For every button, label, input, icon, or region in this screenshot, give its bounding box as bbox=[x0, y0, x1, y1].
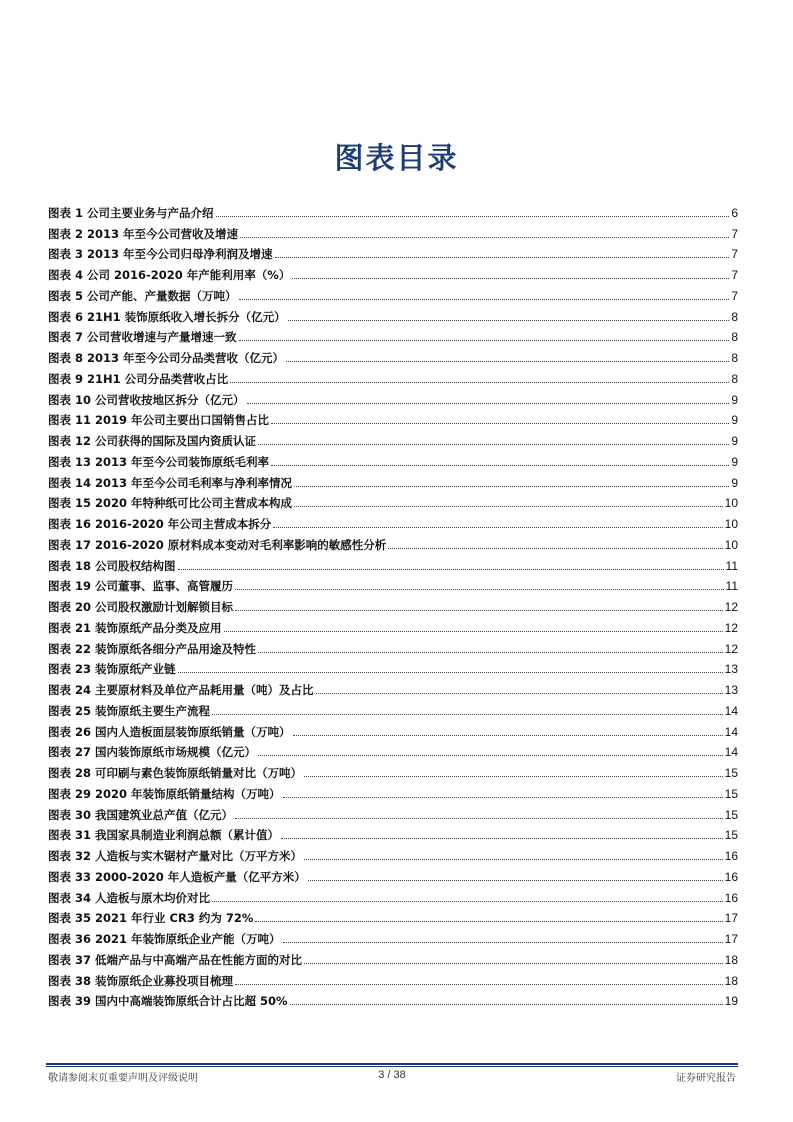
toc-entry-label: 图表 38 装饰原纸企业募投项目梳理 bbox=[48, 973, 234, 988]
toc-entry[interactable] bbox=[48, 842, 738, 863]
toc-entry-label: 图表 17 2016-2020 原材料成本变动对毛利率影响的敏感性分析 bbox=[48, 537, 387, 552]
toc-entry-page-number: 7 bbox=[731, 226, 738, 241]
toc-entry-page-number: 14 bbox=[724, 703, 738, 718]
toc-dot-leader bbox=[255, 921, 722, 922]
toc-entry-label: 图表 27 国内装饰原纸市场规模（亿元） bbox=[48, 745, 257, 760]
toc-entry-page-number: 16 bbox=[724, 890, 738, 905]
toc-entry-label: 图表 28 可印刷与素色装饰原纸销量对比（万吨） bbox=[48, 766, 303, 780]
footer-page-indicator: 3 / 38 bbox=[378, 1069, 406, 1081]
toc-entry-page-number: 9 bbox=[731, 434, 738, 448]
toc-dot-leader bbox=[316, 693, 723, 694]
toc-entry-page-number: 15 bbox=[724, 786, 738, 801]
toc-entry-label: 图表 34 人造板与原木均价对比 bbox=[48, 890, 211, 905]
toc-entry-page-number: 17 bbox=[724, 932, 738, 946]
toc-entry[interactable] bbox=[48, 386, 738, 407]
toc-entry-page-number: 11 bbox=[725, 558, 738, 573]
toc-dot-leader bbox=[258, 755, 723, 756]
toc-entry-label: 图表 32 人造板与实木锯材产量对比（万平方米） bbox=[48, 849, 303, 863]
toc-entry-page-number: 15 bbox=[724, 807, 738, 822]
toc-entry[interactable] bbox=[48, 303, 738, 324]
toc-entry-label: 图表 33 2000-2020 年人造板产量（亿平方米） bbox=[48, 869, 306, 884]
footer-disclaimer: 敬请参阅末页重要声明及评级说明 bbox=[48, 1073, 198, 1084]
toc-dot-leader bbox=[294, 506, 723, 507]
toc-dot-leader bbox=[212, 901, 723, 902]
toc-entry-label: 图表 29 2020 年装饰原纸销量结构（万吨） bbox=[48, 786, 281, 801]
toc-entry-page-number: 12 bbox=[724, 620, 738, 635]
toc-entry-label: 图表 22 装饰原纸各细分产品用途及特性 bbox=[48, 641, 257, 656]
toc-entry-page-number: 18 bbox=[724, 952, 738, 967]
toc-dot-leader bbox=[235, 589, 724, 590]
toc-entry-label: 图表 1 公司主要业务与产品介绍 bbox=[48, 205, 214, 220]
toc-entry[interactable] bbox=[48, 220, 738, 241]
toc-entry-page-number: 9 bbox=[731, 413, 738, 428]
toc-entry-label: 图表 13 2013 年至今公司装饰原纸毛利率 bbox=[48, 454, 270, 469]
toc-entry-label: 图表 30 我国建筑业总产值（亿元） bbox=[48, 807, 234, 822]
toc-entry[interactable] bbox=[48, 863, 738, 884]
toc-entry-page-number: 7 bbox=[731, 268, 738, 282]
toc-entry-label: 图表 21 装饰原纸产品分类及应用 bbox=[48, 620, 222, 635]
toc-entry-label: 图表 26 国内人造板面层装饰原纸销量（万吨） bbox=[48, 724, 291, 739]
toc-entry-label: 图表 11 2019 年公司主要出口国销售占比 bbox=[48, 413, 270, 428]
toc-dot-leader bbox=[388, 548, 722, 549]
toc-entry[interactable] bbox=[48, 448, 738, 469]
toc-entry-label: 图表 6 21H1 装饰原纸收入增长拆分（亿元） bbox=[48, 309, 286, 324]
toc-entry-page-number: 15 bbox=[724, 766, 738, 780]
toc-entry-label: 图表 3 2013 年至今公司归母净利润及增速 bbox=[48, 247, 273, 262]
toc-entry[interactable] bbox=[48, 635, 738, 656]
toc-entry[interactable] bbox=[48, 801, 738, 822]
toc-entry[interactable] bbox=[48, 344, 738, 365]
toc-dot-leader bbox=[239, 299, 730, 300]
table-of-figures bbox=[48, 199, 738, 1008]
toc-entry[interactable] bbox=[48, 261, 738, 282]
toc-entry[interactable] bbox=[48, 905, 738, 926]
toc-entry-page-number: 10 bbox=[724, 517, 738, 531]
toc-entry[interactable] bbox=[48, 780, 738, 801]
toc-entry[interactable] bbox=[48, 656, 738, 677]
page-title: 图表目录 bbox=[334, 141, 459, 175]
toc-entry-page-number: 19 bbox=[724, 994, 738, 1009]
toc-entry-label: 图表 35 2021 年行业 CR3 约为 72% bbox=[48, 911, 254, 926]
toc-dot-leader bbox=[271, 465, 729, 466]
toc-dot-leader bbox=[283, 942, 723, 943]
toc-entry-label: 图表 19 公司董事、监事、高管履历 bbox=[48, 579, 234, 594]
toc-entry[interactable] bbox=[48, 925, 738, 946]
toc-entry-page-number: 7 bbox=[731, 247, 738, 262]
toc-entry-label: 图表 10 公司营收按地区拆分（亿元） bbox=[48, 392, 245, 407]
toc-entry-page-number: 14 bbox=[724, 724, 738, 739]
toc-entry-label: 图表 5 公司产能、产量数据（万吨） bbox=[48, 288, 237, 303]
toc-entry[interactable] bbox=[48, 282, 738, 303]
toc-entry[interactable] bbox=[48, 988, 738, 1009]
toc-entry-label: 图表 2 2013 年至今公司营收及增速 bbox=[48, 226, 239, 241]
page-footer bbox=[48, 1069, 736, 1085]
toc-entry[interactable] bbox=[48, 407, 738, 428]
toc-entry[interactable] bbox=[48, 365, 738, 386]
toc-entry[interactable] bbox=[48, 490, 738, 511]
toc-dot-leader bbox=[240, 237, 729, 238]
toc-entry[interactable] bbox=[48, 967, 738, 988]
toc-entry[interactable] bbox=[48, 552, 738, 573]
toc-entry[interactable] bbox=[48, 718, 738, 739]
toc-entry[interactable] bbox=[48, 241, 738, 262]
toc-entry-label: 图表 4 公司 2016-2020 年产能利用率（%） bbox=[48, 268, 291, 282]
toc-entry-page-number: 16 bbox=[724, 849, 738, 863]
toc-dot-leader bbox=[290, 1004, 723, 1005]
toc-entry-page-number: 13 bbox=[724, 683, 738, 697]
toc-entry-page-number: 8 bbox=[731, 309, 738, 324]
toc-dot-leader bbox=[216, 216, 730, 217]
footer-divider-thin bbox=[46, 1066, 738, 1067]
toc-entry-label: 图表 12 公司获得的国际及国内资质认证 bbox=[48, 434, 257, 448]
toc-entry-page-number: 12 bbox=[724, 641, 738, 656]
toc-dot-leader bbox=[224, 631, 723, 632]
toc-dot-leader bbox=[294, 486, 729, 487]
toc-dot-leader bbox=[235, 818, 723, 819]
toc-entry-label: 图表 14 2013 年至今公司毛利率与净利率情况 bbox=[48, 475, 293, 490]
toc-entry-label: 图表 39 国内中高端装饰原纸合计占比超 50% bbox=[48, 994, 288, 1009]
toc-entry-page-number: 9 bbox=[731, 454, 738, 469]
toc-entry-page-number: 8 bbox=[731, 351, 738, 365]
toc-entry[interactable] bbox=[48, 946, 738, 967]
toc-entry-page-number: 12 bbox=[724, 600, 738, 614]
toc-dot-leader bbox=[247, 403, 730, 404]
toc-entry-label: 图表 24 主要原材料及单位产品耗用量（吨）及占比 bbox=[48, 683, 314, 697]
toc-entry-page-number: 17 bbox=[724, 911, 738, 926]
toc-entry[interactable] bbox=[48, 822, 738, 843]
toc-entry-page-number: 13 bbox=[724, 662, 738, 677]
toc-entry[interactable] bbox=[48, 510, 738, 531]
toc-entry[interactable] bbox=[48, 324, 738, 345]
toc-entry-page-number: 18 bbox=[724, 973, 738, 988]
toc-entry-label: 图表 23 装饰原纸产业链 bbox=[48, 662, 176, 677]
toc-dot-leader bbox=[230, 382, 729, 383]
toc-entry[interactable] bbox=[48, 697, 738, 718]
toc-dot-leader bbox=[304, 963, 723, 964]
toc-entry-label: 图表 8 2013 年至今公司分品类营收（亿元） bbox=[48, 351, 285, 365]
toc-dot-leader bbox=[308, 880, 723, 881]
toc-entry-page-number: 9 bbox=[731, 475, 738, 490]
toc-dot-leader bbox=[286, 361, 729, 362]
toc-dot-leader bbox=[271, 423, 729, 424]
toc-entry-label: 图表 7 公司营收增速与产量增速一致 bbox=[48, 330, 237, 345]
toc-dot-leader bbox=[273, 527, 722, 528]
toc-dot-leader bbox=[235, 984, 723, 985]
toc-entry[interactable] bbox=[48, 739, 738, 760]
toc-dot-leader bbox=[239, 340, 730, 341]
toc-entry-page-number: 15 bbox=[724, 828, 738, 843]
toc-entry-label: 图表 31 我国家具制造业利润总额（累计值） bbox=[48, 828, 280, 843]
toc-entry-page-number: 10 bbox=[724, 537, 738, 552]
toc-dot-leader bbox=[288, 320, 730, 321]
toc-entry-label: 图表 18 公司股权结构图 bbox=[48, 558, 176, 573]
toc-entry-page-number: 16 bbox=[724, 869, 738, 884]
toc-entry[interactable] bbox=[48, 884, 738, 905]
toc-entry[interactable] bbox=[48, 469, 738, 490]
toc-entry-label: 图表 15 2020 年特种纸可比公司主营成本构成 bbox=[48, 496, 293, 511]
toc-entry[interactable] bbox=[48, 676, 738, 697]
toc-dot-leader bbox=[281, 838, 723, 839]
toc-entry[interactable] bbox=[48, 614, 738, 635]
toc-entry-page-number: 8 bbox=[731, 330, 738, 345]
toc-entry-page-number: 7 bbox=[731, 288, 738, 303]
toc-dot-leader bbox=[283, 797, 723, 798]
toc-entry[interactable] bbox=[48, 593, 738, 614]
toc-dot-leader bbox=[258, 444, 729, 445]
toc-dot-leader bbox=[304, 776, 723, 777]
toc-entry-label: 图表 37 低端产品与中高端产品在性能方面的对比 bbox=[48, 952, 303, 967]
toc-dot-leader bbox=[178, 569, 724, 570]
footer-report-type: 证券研究报告 bbox=[676, 1073, 736, 1084]
toc-entry-label: 图表 25 装饰原纸主要生产流程 bbox=[48, 703, 211, 718]
toc-dot-leader bbox=[292, 278, 729, 279]
toc-entry-page-number: 9 bbox=[731, 392, 738, 407]
toc-dot-leader bbox=[304, 859, 723, 860]
toc-entry-page-number: 8 bbox=[731, 371, 738, 386]
toc-dot-leader bbox=[275, 257, 730, 258]
toc-entry-page-number: 10 bbox=[724, 496, 738, 511]
toc-entry[interactable] bbox=[48, 573, 738, 594]
toc-dot-leader bbox=[235, 610, 723, 611]
toc-entry[interactable] bbox=[48, 759, 738, 780]
toc-entry[interactable] bbox=[48, 531, 738, 552]
toc-entry-page-number: 11 bbox=[725, 579, 738, 594]
toc-entry-label: 图表 16 2016-2020 年公司主营成本拆分 bbox=[48, 517, 272, 531]
toc-entry-page-number: 6 bbox=[731, 205, 738, 220]
toc-entry-label: 图表 9 21H1 公司分品类营收占比 bbox=[48, 371, 229, 386]
toc-entry-page-number: 14 bbox=[724, 745, 738, 760]
toc-dot-leader bbox=[258, 652, 723, 653]
toc-dot-leader bbox=[212, 714, 723, 715]
toc-entry[interactable] bbox=[48, 427, 738, 448]
footer-divider-thick bbox=[46, 1063, 738, 1065]
toc-dot-leader bbox=[293, 735, 723, 736]
toc-entry-label: 图表 20 公司股权激励计划解锁目标 bbox=[48, 600, 234, 614]
toc-entry-label: 图表 36 2021 年装饰原纸企业产能（万吨） bbox=[48, 932, 281, 946]
toc-dot-leader bbox=[178, 672, 723, 673]
toc-entry[interactable] bbox=[48, 199, 738, 220]
